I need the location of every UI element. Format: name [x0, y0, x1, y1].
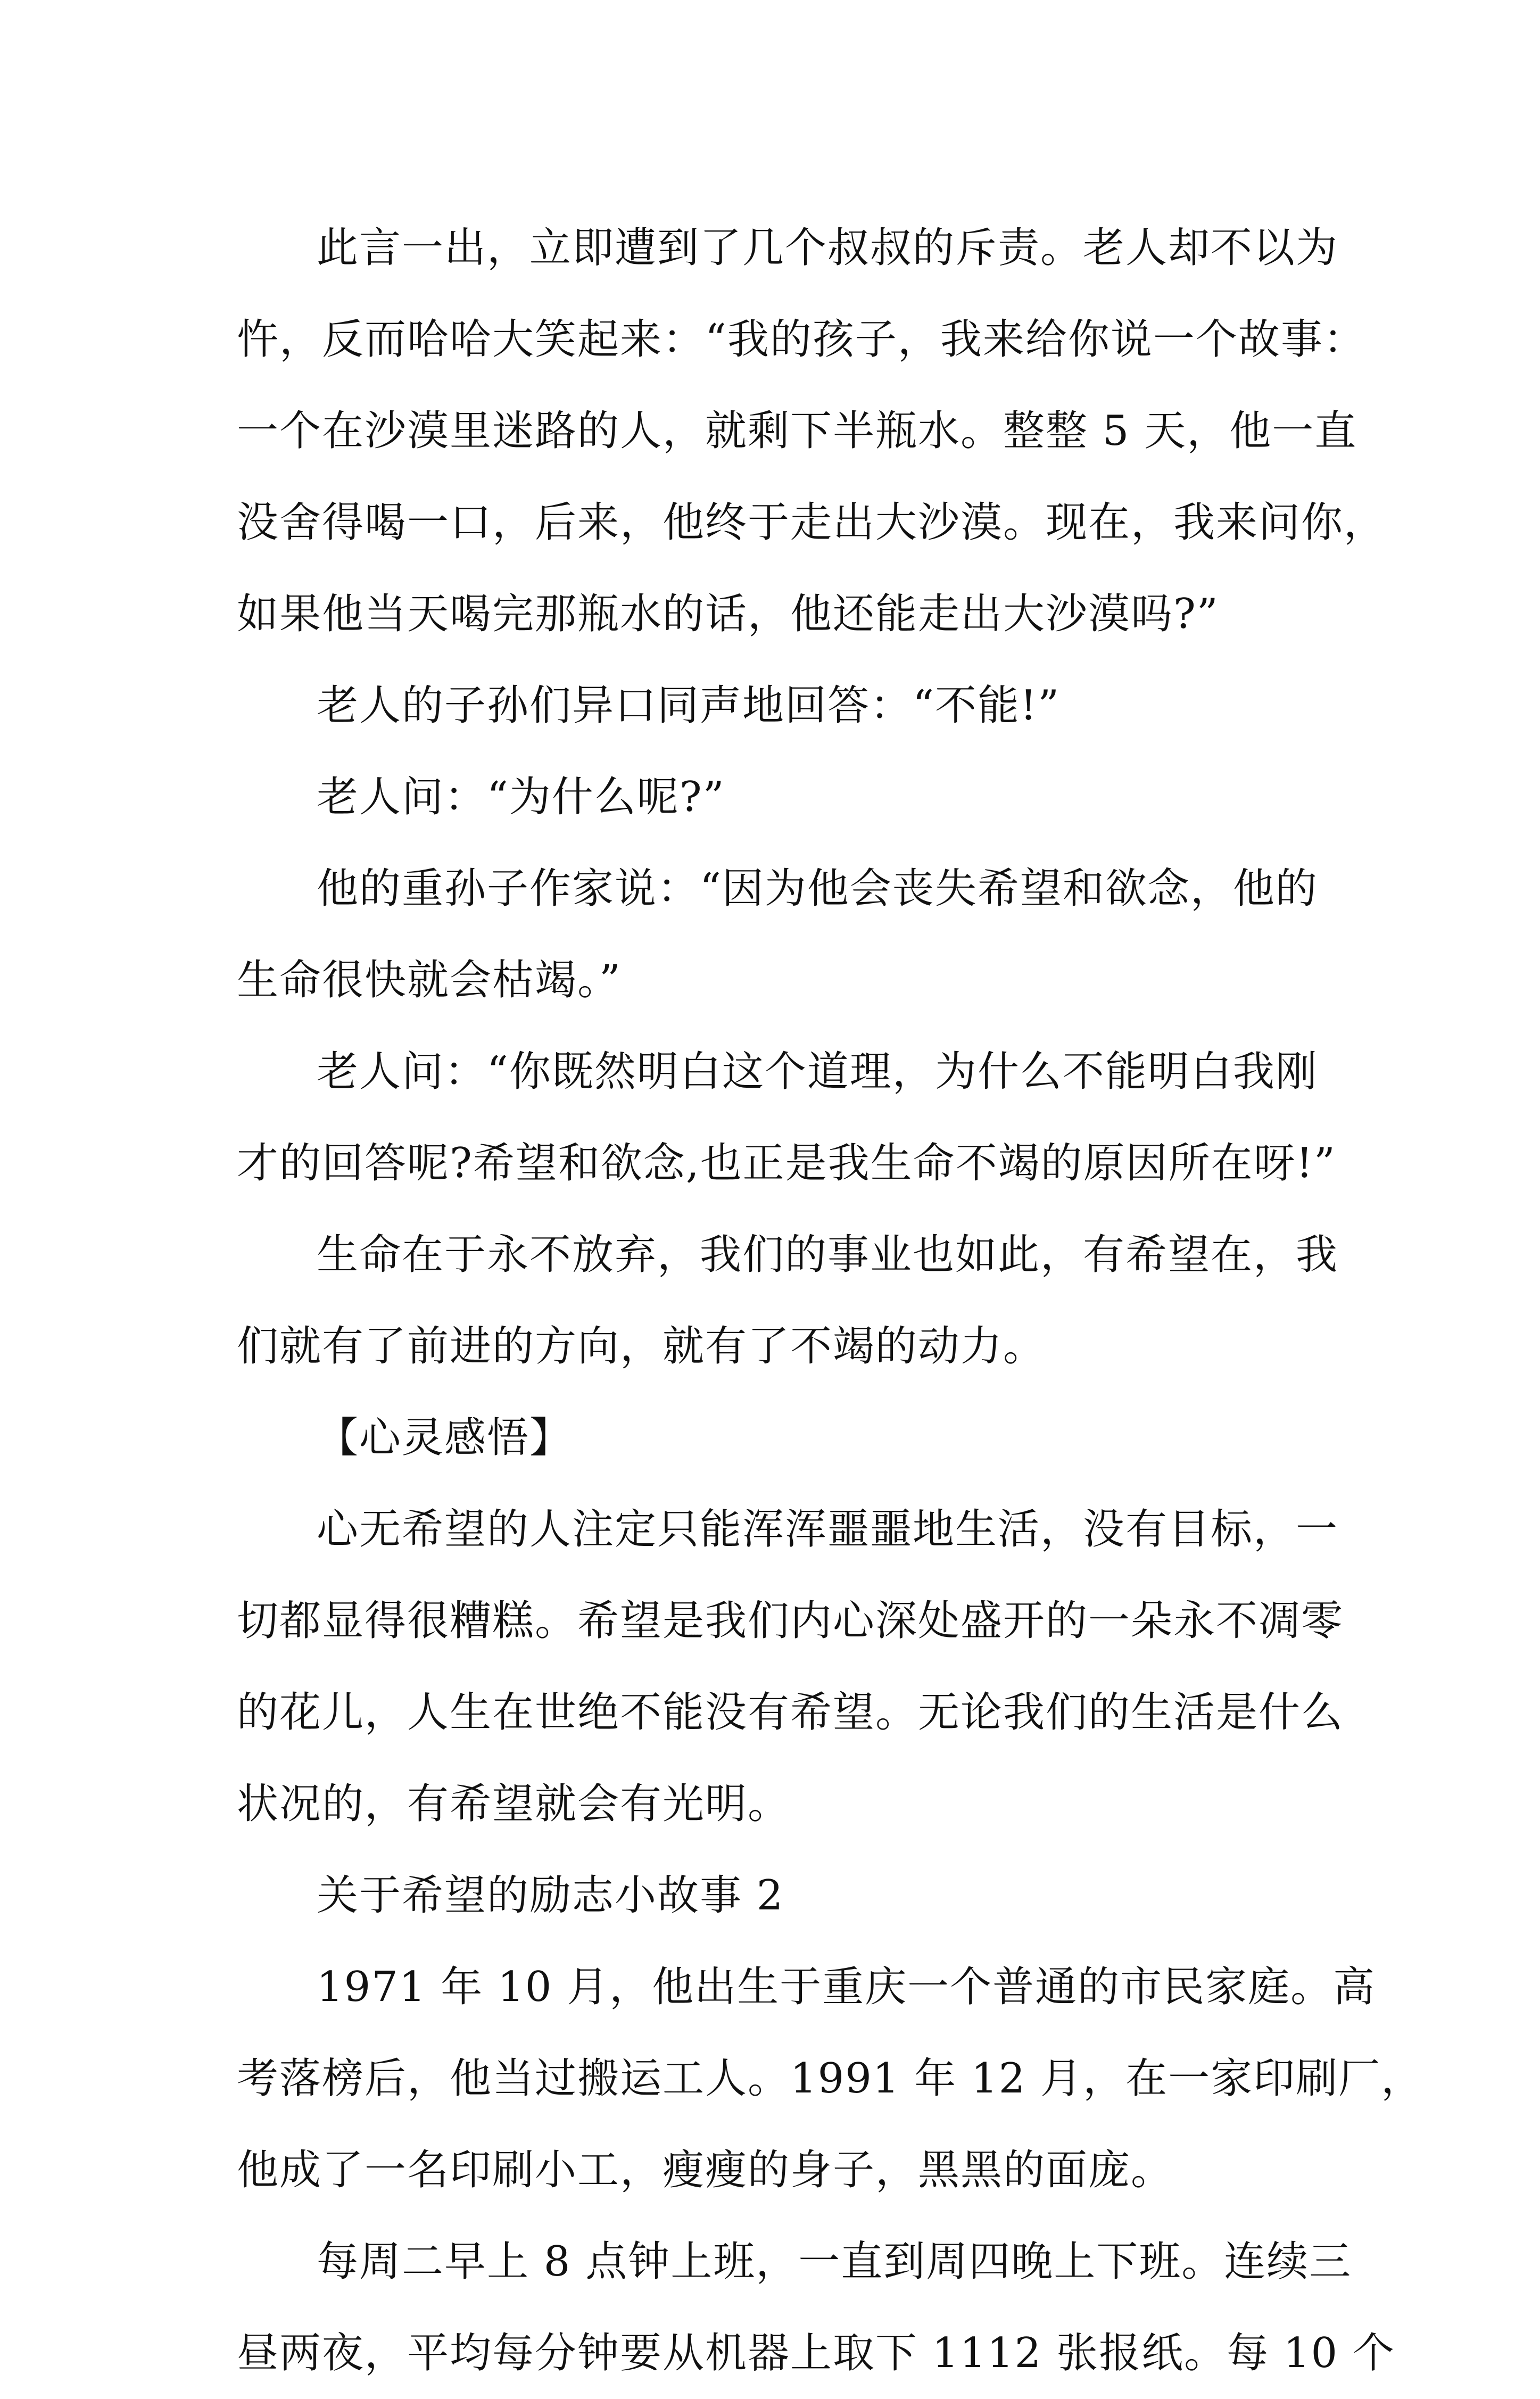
- text-line-24: 昼两夜，平均每分钟要从机器上取下 1112 张报纸。每 10 个: [237, 2329, 1395, 2377]
- text-line-9: 生命很快就会枯竭。”: [237, 956, 622, 1004]
- text-line-2: 忤，反而哈哈大笑起来：“我的孩子，我来给你说一个故事：: [237, 316, 1366, 363]
- text-line-15: 心无希望的人注定只能浑浑噩噩地生活，没有目标，一: [317, 1505, 1339, 1553]
- text-line-12: 生命在于永不放弃，我们的事业也如此，有希望在，我: [317, 1231, 1339, 1279]
- text-line-11: 才的回答呢?希望和欲念,也正是我生命不竭的原因所在呀!”: [237, 1139, 1336, 1187]
- text-line-3: 一个在沙漠里迷路的人，就剩下半瓶水。整整 5 天，他一直: [237, 407, 1357, 455]
- text-line-5: 如果他当天喝完那瓶水的话，他还能走出大沙漠吗?”: [237, 590, 1219, 638]
- text-line-1: 此言一出，立即遭到了几个叔叔的斥责。老人却不以为: [317, 224, 1339, 272]
- text-line-8: 他的重孙子作家说：“因为他会丧失希望和欲念，他的: [317, 865, 1318, 913]
- text-line-21: 考落榜后，他当过搬运工人。1991 年 12 月，在一家印刷厂，: [237, 2055, 1424, 2103]
- text-line-10: 老人问：“你既然明白这个道理，为什么不能明白我刚: [317, 1048, 1318, 1096]
- text-line-4: 没舍得喝一口，后来，他终于走出大沙漠。现在，我来问你，: [237, 499, 1387, 547]
- section-heading: 【心灵感悟】: [317, 1414, 573, 1462]
- text-line-17: 的花儿，人生在世绝不能没有希望。无论我们的生活是什么: [237, 1689, 1344, 1736]
- text-line-18: 状况的，有希望就会有光明。: [237, 1780, 791, 1828]
- text-line-22: 他成了一名印刷小工，瘦瘦的身子，黑黑的面庞。: [237, 2146, 1174, 2194]
- text-line-20: 1971 年 10 月，他出生于重庆一个普通的市民家庭。高: [317, 1963, 1376, 2011]
- text-line-16: 切都显得很糟糕。希望是我们内心深处盛开的一朵永不凋零: [237, 1597, 1344, 1645]
- text-line-13: 们就有了前进的方向，就有了不竭的动力。: [237, 1322, 1046, 1370]
- story-title: 关于希望的励志小故事 2: [317, 1872, 784, 1920]
- text-line-7: 老人问：“为什么呢?”: [317, 773, 725, 821]
- text-line-6: 老人的子孙们异口同声地回答：“不能!”: [317, 682, 1061, 730]
- document-body: [237, 202, 1424, 2399]
- text-line-23: 每周二早上 8 点钟上班，一直到周四晚上下班。连续三: [317, 2238, 1352, 2286]
